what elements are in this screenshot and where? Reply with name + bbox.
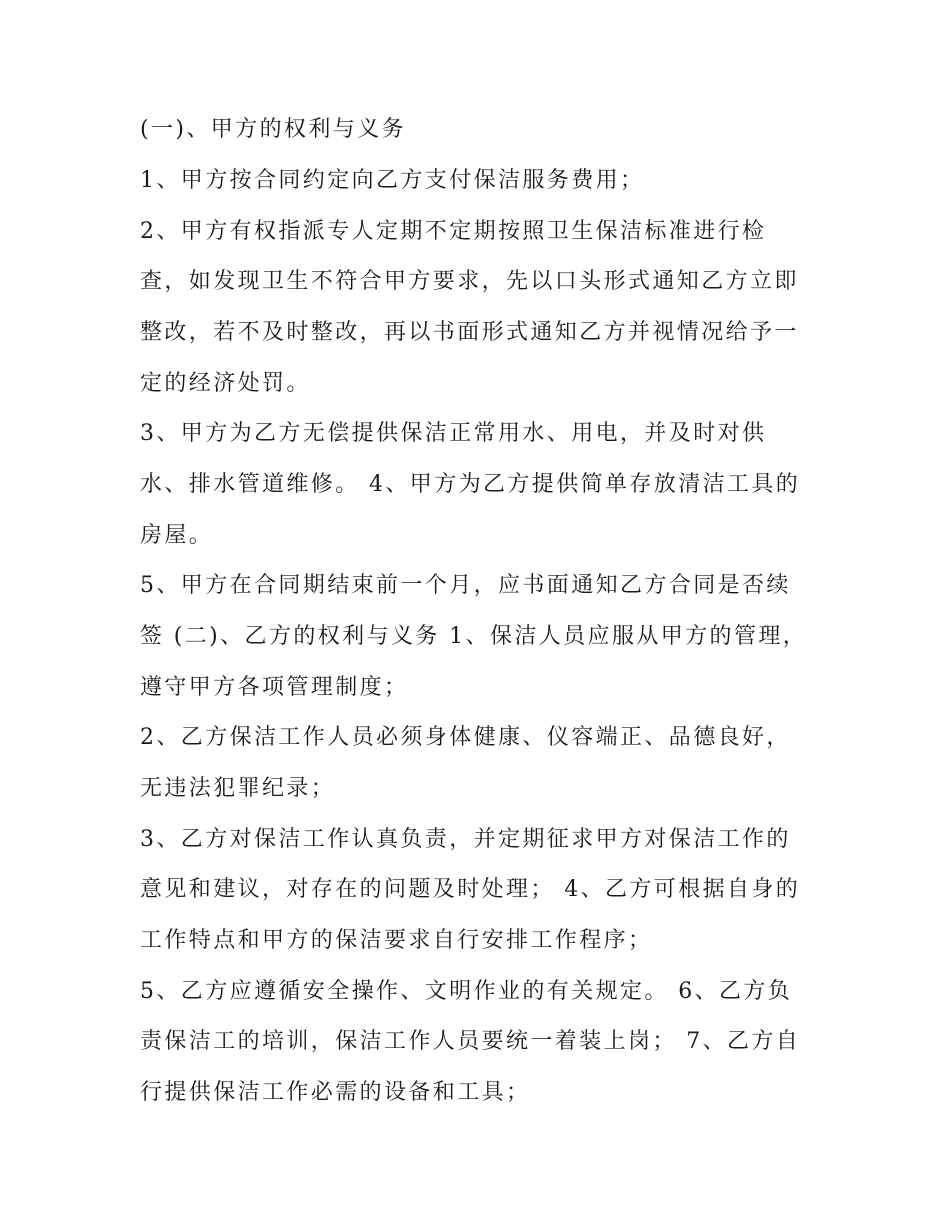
text-line: 责保洁工的培训，保洁工作人员要统一着装上岗； 7、乙方自 (140, 1029, 801, 1054)
section-heading-party-a: (一)、甲方的权利与义务 (140, 117, 406, 142)
text-line: 3、乙方对保洁工作认真负责，并定期征求甲方对保洁工作的 (140, 827, 791, 852)
text-line: 整改，若不及时整改，再以书面形式通知乙方并视情况给予一 (140, 320, 799, 345)
text-line: 行提供保洁工作必需的设备和工具； (140, 1080, 531, 1105)
text-line: 5、乙方应遵循安全操作、文明作业的有关规定。 6、乙方负 (140, 979, 793, 1004)
text-line: 查，如发现卫生不符合甲方要求，先以口头形式通知乙方立即 (140, 269, 799, 294)
text-line: 签 (二)、乙方的权利与义务 1、保洁人员应服从甲方的管理， (140, 624, 808, 649)
text-line: 工作特点和甲方的保洁要求自行安排工作程序； (140, 928, 653, 953)
text-line: 遵守甲方各项管理制度； (140, 675, 409, 700)
text-line: 意见和建议，对存在的问题及时处理； 4、乙方可根据自身的 (140, 877, 801, 902)
text-line: 无违法犯罪纪录； (140, 776, 336, 801)
text-line: 水、排水管道维修。 4、甲方为乙方提供简单存放清洁工具的 (140, 472, 801, 497)
text-line: 3、甲方为乙方无偿提供保洁正常用水、用电，并及时对供 (140, 421, 767, 446)
text-line: 房屋。 (140, 523, 214, 548)
text-line: 5、甲方在合同期结束前一个月，应书面通知乙方合同是否续 (140, 573, 791, 598)
text-line: 1、甲方按合同约定向乙方支付保洁服务费用； (140, 168, 645, 193)
text-line: 定的经济处罚。 (140, 371, 311, 396)
text-line: 2、甲方有权指派专人定期不定期按照卫生保洁标准进行检 (140, 219, 767, 244)
text-line: 2、乙方保洁工作人员必须身体健康、仪容端正、品德良好， (140, 725, 791, 750)
